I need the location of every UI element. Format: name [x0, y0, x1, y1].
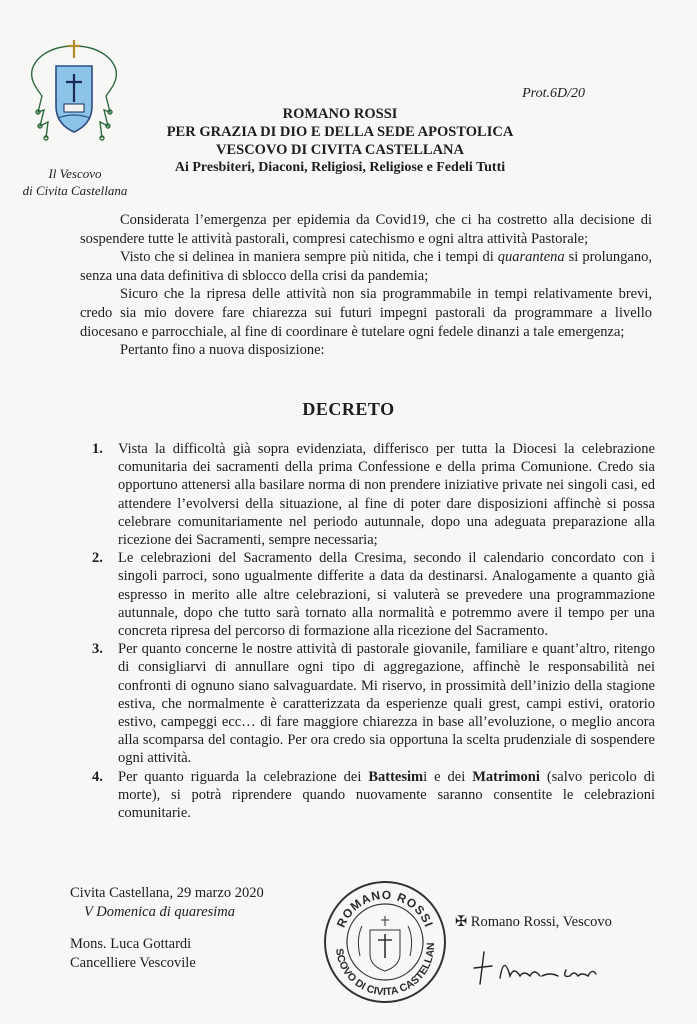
- coat-caption: [10, 165, 140, 199]
- bishop-signature-line: [455, 914, 612, 931]
- decree-bold-term: Battesim: [368, 768, 424, 785]
- place-date-line: Civita Castellana, 29 marzo 2020: [70, 885, 264, 901]
- decree-item-text: (salvo pericolo di morte), si potrà riprendere quando nuovamente saranno consentite le celebrazioni comunitarie.: [118, 768, 655, 822]
- header-bishop-name: ROMANO ROSSI: [282, 106, 398, 122]
- coat-caption-line1: Il Vescovo: [48, 166, 102, 181]
- decree-item-text: i e dei: [423, 768, 473, 785]
- decree-bold-term: Matrimoni: [472, 768, 540, 785]
- bishop-name: Romano Rossi, Vescovo: [470, 914, 612, 930]
- decree-item-2: [92, 549, 655, 640]
- decree-item-text: Per quanto concerne le nostre attività di pastorale giovanile, familiare e quant’altro, ritengo di consigliarvi di annullare ogni tipo di aggregazione, affinchè le responsabilità nei confronti di ognuno siano salvaguardate. Mi riservo, in prossimità dell’inizio della stagione estiva, che normalmente è caratterizzata da esperienze quali grest, campi estivi, oratorio estivo, campeggi ecc… di fare maggiore chiarezza in base all’evoluzione, o meglio ancora alla scomparsa del contagio. Per ora credo sia opportuna la scelta prudenziale di sospendere ogni attività.: [118, 641, 655, 767]
- seal-bottom-text: SCOVO DI CIVITA CASTELLAN: [332, 942, 438, 999]
- chancellor-title: Cancelliere Vescovile: [70, 955, 196, 971]
- intro-text: [80, 211, 652, 360]
- decree-item-3: [92, 640, 655, 767]
- decree-item-number: 1.: [92, 441, 103, 457]
- official-seal-icon: [322, 876, 448, 1008]
- intro-paragraph: [80, 248, 652, 285]
- intro-paragraph: Pertanto fino a nuova disposizione:: [120, 342, 325, 359]
- intro-text-run: Visto che si delinea in maniera sempre più nitida, che i tempi di: [120, 249, 498, 266]
- decree-item-4: [92, 768, 655, 823]
- header-see-line: VESCOVO DI CIVITA CASTELLANA: [215, 142, 464, 158]
- decree-item-text: Vista la difficoltà già sopra evidenziata, differisco per tutta la Diocesi la celebrazione comunitaria dei sacramenti della prima Confessione e della prima Comunione. Credo sia opportuno attenersi alla basilare norma di non prendere iniziative private nei singoli casi, ed attendere l’evolversi della situazione, al fine di poter dare disposizioni affinchè si possa celebrare comunitariamente nel periodo autunnale, dopo una adeguata preparazione alla ricezione dei Sacramenti, sempre necessaria;: [118, 441, 655, 549]
- coat-of-arms-icon: [22, 40, 126, 150]
- coat-caption-line2: di Civita Castellana: [22, 183, 128, 198]
- liturgical-day: V Domenica di quaresima: [84, 904, 236, 920]
- decree-list: [92, 440, 655, 822]
- decree-item-number: 3.: [92, 641, 103, 658]
- place-and-date: [70, 884, 264, 922]
- decree-item-text: Le celebrazioni del Sacramento della Cresima, secondo il calendario concordato con i singoli parroci, sono ugualmente differite a data da destinarsi. Analogamente a quanto già espresso in merito alle altre celebrazioni, si valuterà se prevedere una programmazione autunnale, dopo che tutto sarà tornato alla normalità e potremmo avere il tempo per una concreta ripresa del percorso di formazione alla ricezione del Sacramento.: [118, 550, 655, 640]
- chancellor-block: [70, 935, 196, 973]
- intro-text-run: si prolungano, senza una data definitiva di sblocco della crisi da pandemia;: [80, 249, 652, 284]
- handwritten-signature-icon: [470, 948, 600, 988]
- decree-item-1: [92, 440, 655, 549]
- chancellor-name: Mons. Luca Gottardi: [70, 936, 192, 952]
- intro-paragraph: Sicuro che la ripresa delle attività non sia programmabile in tempi relativamente brevi, credo sia mio dovere fare chiarezza sui futuri impegni pastorali da programmare a livello diocesano e parrocchiale, al fine di coordinare è tutelare ogni fedele dinanzi a tale emergenza;: [80, 286, 652, 340]
- document-header: [130, 105, 550, 177]
- decree-item-text: Per quanto riguarda la celebrazione dei: [118, 768, 369, 785]
- decree-item-number: 2.: [92, 550, 103, 567]
- header-title-line: PER GRAZIA DI DIO E DELLA SEDE APOSTOLICA: [166, 124, 514, 140]
- intro-paragraph: Considerata l’emergenza per epidemia da Covid19, che ci ha costretto alla decisione di sospendere tutte le attività pastorali, compresi catechismo e ogni altra attività Pastorale;: [80, 212, 652, 247]
- intro-emphasis: quarantena: [497, 249, 565, 266]
- decree-item-number: 4.: [92, 768, 103, 785]
- cross-icon: ✠: [455, 914, 468, 930]
- header-addressees: Ai Presbiteri, Diaconi, Religiosi, Religiose e Fedeli Tutti: [174, 160, 506, 175]
- protocol-number: Prot.6D/20: [522, 86, 585, 101]
- seal-top-text: ROMANO ROSSI: [333, 887, 437, 930]
- decree-title: DECRETO: [302, 399, 395, 419]
